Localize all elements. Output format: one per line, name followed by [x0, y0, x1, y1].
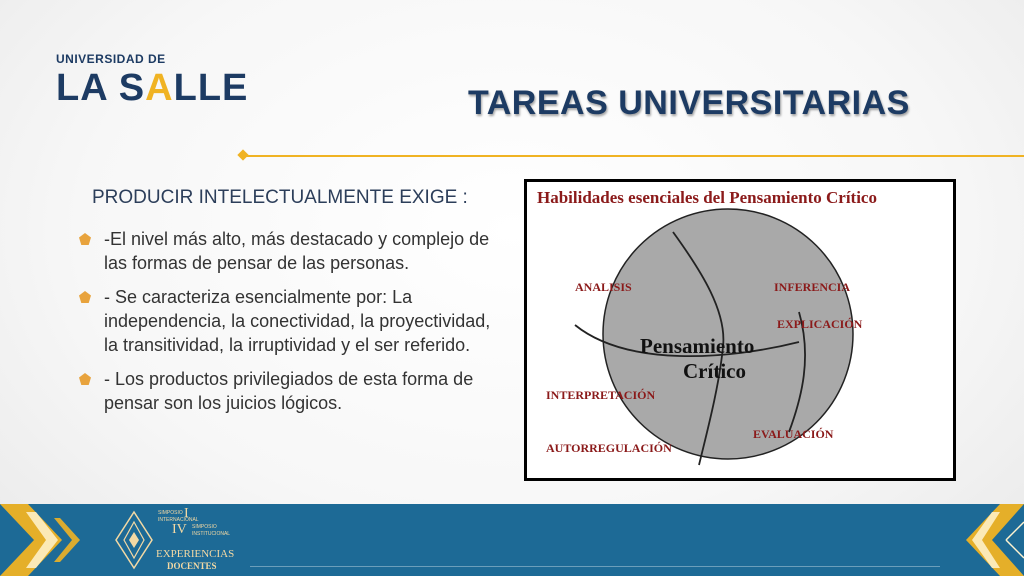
bullet-item — [76, 227, 496, 275]
footer-banner — [0, 504, 1024, 576]
bullet-text: - Se caracteriza esencialmente por: La independencia, la conectividad, la proyectividad, la transitividad, la irruptividad y el ser referido. — [104, 287, 491, 355]
logo-top-text: UNIVERSIDAD DE — [56, 52, 166, 66]
critical-thinking-diagram — [524, 179, 956, 481]
edition-number-2: IV — [172, 522, 187, 537]
logo-main-text — [56, 68, 248, 108]
skill-explicacion: EXPLICACIÓN — [777, 317, 863, 331]
logo-accent-letter: A — [145, 67, 174, 109]
center-word-pensamiento: Pensamiento — [640, 334, 755, 358]
bullet-text: - Los productos privilegiados de esta forma de pensar son los juicios lógicos. — [104, 369, 474, 413]
skill-interpretacion: INTERPRETACIÓN — [546, 388, 656, 402]
bullet-text: -El nivel más alto, más destacado y complejo de las formas de pensar de las personas. — [104, 229, 490, 273]
experiencias-label: EXPERIENCIAS — [156, 548, 235, 560]
skill-analisis: ANALISIS — [575, 280, 632, 294]
slide-title: TAREAS UNIVERSITARIAS — [468, 84, 910, 122]
logo-main-b: LLE — [173, 67, 249, 109]
symposium-emblem — [112, 504, 242, 576]
footer-divider — [250, 566, 940, 567]
skill-inferencia: INFERENCIA — [774, 280, 851, 294]
logo-main-a: LA S — [56, 67, 146, 109]
pentagon-bullet-icon — [78, 372, 92, 386]
institucional-label: INSTITUCIONAL — [192, 531, 231, 537]
symposium-emblem-icon — [114, 510, 154, 570]
bullet-list — [76, 227, 496, 425]
center-word-critico: Crítico — [683, 359, 746, 383]
pentagon-bullet-icon — [78, 232, 92, 246]
skill-autorregulacion: AUTORREGULACIÓN — [546, 441, 672, 455]
internacional-label: INTERNACIONAL — [158, 517, 199, 523]
simposio-label-2: SIMPOSIO — [192, 524, 217, 530]
simposio-label-1: SIMPOSIO — [158, 510, 183, 516]
title-divider — [244, 155, 1024, 157]
bullet-item — [76, 367, 496, 415]
bullet-item — [76, 285, 496, 357]
skill-evaluacion: EVALUACIÓN — [753, 427, 834, 441]
pentagon-bullet-icon — [78, 290, 92, 304]
edition-number-1: I — [184, 506, 189, 521]
sphere-diagram — [527, 182, 953, 478]
section-heading: PRODUCIR INTELECTUALMENTE EXIGE : — [92, 187, 468, 208]
docentes-label: DOCENTES — [167, 561, 217, 571]
diagram-title: Habilidades esenciales del Pensamiento Crítico — [537, 188, 877, 207]
university-logo — [56, 52, 248, 108]
